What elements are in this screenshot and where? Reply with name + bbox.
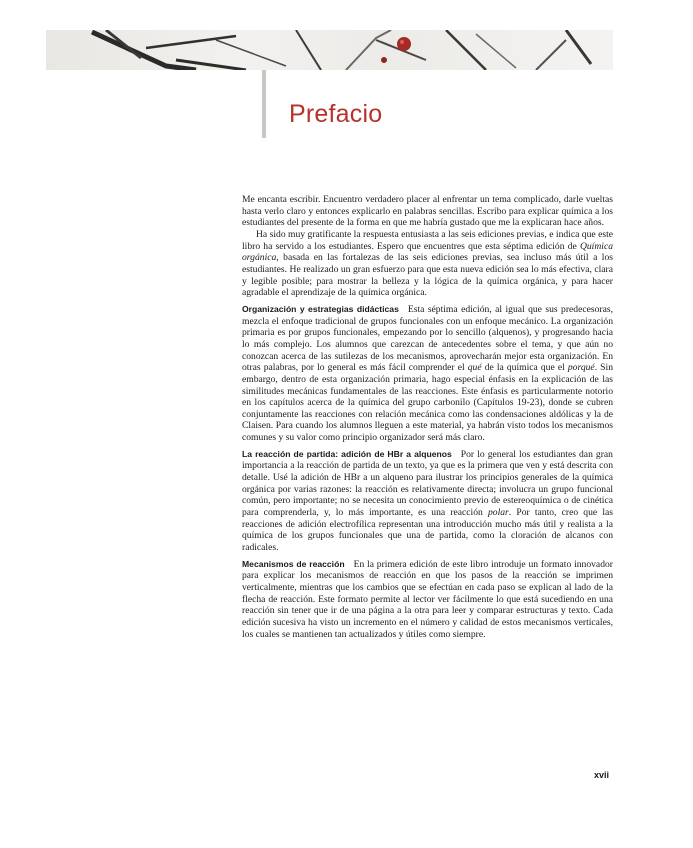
page-title: Prefacio	[289, 100, 383, 128]
section-organizacion: Organización y estrategias didácticas Esta séptima edición, al igual que sus predecesoras, mezcla el enfoque tradicional de grupos funcionales con un enfoque mecánico. La organización primaria es por grupos funcionales, empezando por lo sencillo (alquenos), y progresando hacia lo más complejo. Los alumnos que carezcan de antecedentes sobre el tema, y que aún no conozcan acerca de las sutilezas de los mecanismos, aprovecharán mejor esta organización. En otras palabras, por lo general es más fácil comprender el qué de la química que el porqué. Sin embargo, dentro de esta organización primaria, hago especial énfasis en la explicación de las similitudes mecánicas fundamentales de las reacciones. Este énfasis es particularmente notorio en los capítulos acerca de la química del grupo carbonilo (Capítulos 19-23), donde se cubren conjuntamente las reacciones con relación mecánica como las condensaciones aldólicas y la de Claisen. Para cuando los alumnos lleguen a este material, ya habrán visto todos los mecanismos comunes y su valor como principio organizador será más claro.	[242, 303, 613, 444]
section-heading: La reacción de partida: adición de HBr a alquenos	[242, 448, 452, 459]
section-heading: Organización y estrategias didácticas	[242, 303, 399, 314]
section-reaccion-de-partida: La reacción de partida: adición de HBr a alquenos Por lo general los estudiantes dan gran importancia a la reacción de partida de un texto, ya que es la primera que ven y está descrita con detalle. Usé la adición de HBr a un alqueno para ilustrar los principios generales de la química orgánica por varias razones: la reacción es relativamente directa; involucra un grupo funcional común, pero importante; no se necesita un conocimiento previo de estereoquímica o de cinética para comprenderla, y, lo más importante, es una reacción polar. Por tanto, creo que las reacciones de adición electrofílica representan una introducción mucho más útil y realista a la química de los grupos funcionales que una de partida, como la cloración de alcanos con radicales.	[242, 448, 613, 554]
branches-with-berries-photo	[46, 30, 613, 70]
section-heading: Mecanismos de reacción	[242, 558, 345, 569]
page-number: xvii	[594, 770, 610, 780]
intro-paragraph-1: Me encanta escribir. Encuentro verdadero placer al enfrentar un tema complicado, darle vueltas hasta verlo claro y entonces explicarlo en palabras sencillas. Escribo para explicar química a los estudiantes del presente de la forma en que me habría gustado que me la explicaran hace años.	[242, 194, 613, 229]
section-mecanismos: Mecanismos de reacción En la primera edición de este libro introduje un formato innovador para explicar los mecanismos de reacción en que los pasos de la reacción se imprimen verticalmente, mientras que los cambios que se efectúan en cada paso se explican al lado de la flecha de reacción. Este formato permite al lector ver fácilmente lo que está sucediendo en una reacción sin tener que ir de una página a la otra para leer y comparar estructuras y texto. Cada edición sucesiva ha visto un incremento en el número y calidad de estos mecanismos verticales, los cuales se mantienen tan actualizados y útiles como siempre.	[242, 558, 613, 640]
title-accent-rule	[262, 70, 266, 138]
header-banner-image	[46, 30, 613, 70]
intro-paragraph-2: Ha sido muy gratificante la respuesta entusiasta a las seis ediciones previas, e indica que este libro ha servido a los estudiantes. Espero que encuentres que esta séptima edición de Química orgánica, basada en las fortalezas de las seis ediciones previas, sea incluso más útil a los estudiantes. He realizado un gran esfuerzo para que esta nueva edición sea lo más efectiva, clara y legible posible; para mostrar la belleza y la lógica de la química orgánica, y para hacer agradable el aprendizaje de la química orgánica.	[242, 228, 613, 299]
preface-body	[242, 194, 613, 640]
